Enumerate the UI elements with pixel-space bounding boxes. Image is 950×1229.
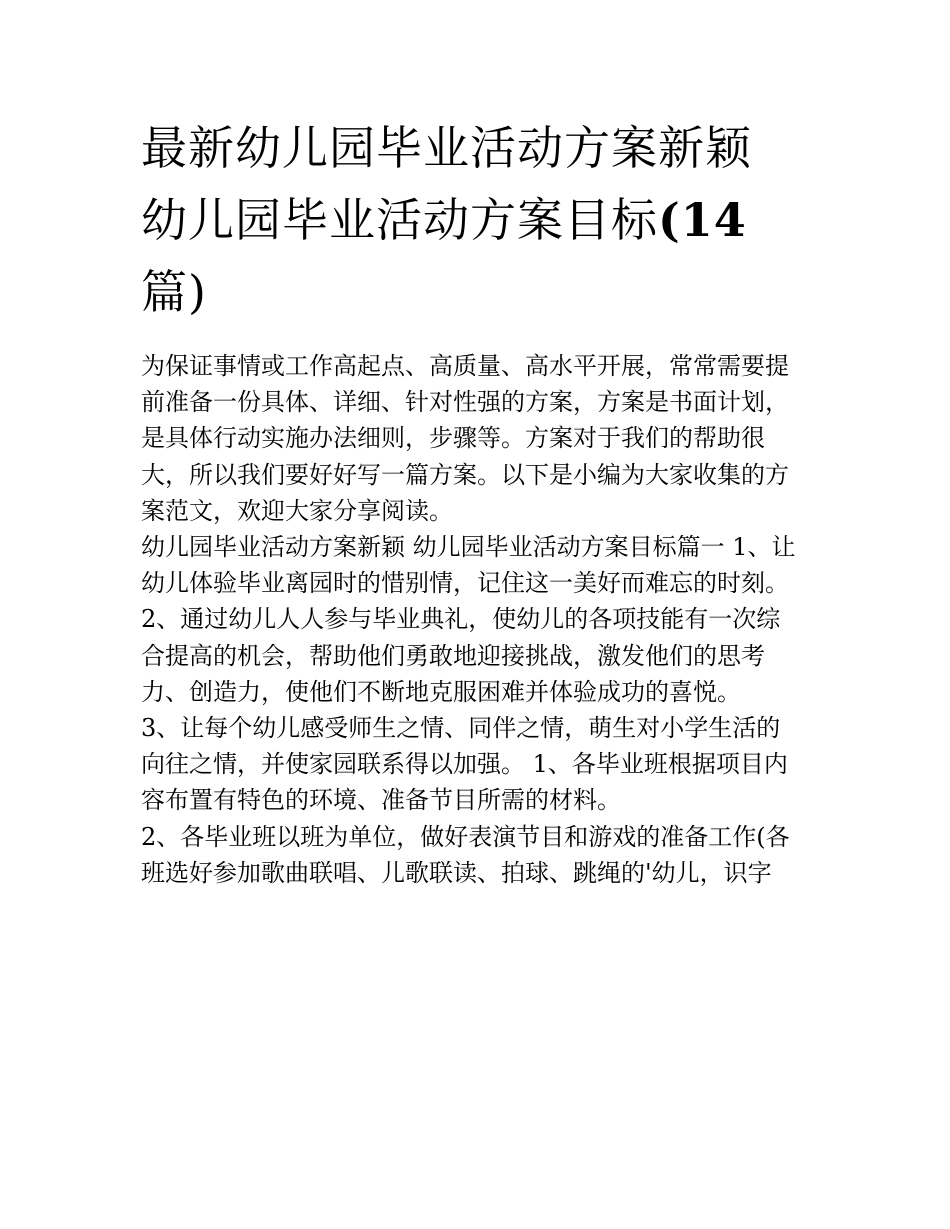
title-count-open: (14 [658,193,747,247]
text-line: 力、创造力，使他们不断地克服困难并体验成功的喜悦。 [141,677,741,706]
document-body [141,348,813,891]
text-line: 2、通过幼儿人人参与毕业典礼，使幼儿的各项技能有一次综 [141,605,781,634]
document-content [141,112,813,891]
paragraph-goal-2 [141,601,813,710]
title-line-3: 篇) [141,265,207,319]
text-line: 大，所以我们要好好写一篇方案。以下是小编为大家收集的方 [141,460,789,489]
text-line: 案范文，欢迎大家分享阅读。 [141,496,453,525]
paragraph-prep-2 [141,819,813,891]
text-line: 班选好参加歌曲联唱、儿歌联读、拍球、跳绳的'幼儿，识字 [141,858,772,887]
paragraph-section-one [141,529,813,601]
title-line-1: 最新幼儿园毕业活动方案新颖 [141,121,752,175]
title-line-2-text: 幼儿园毕业活动方案目标 [141,193,658,247]
text-line: 合提高的机会，帮助他们勇敢地迎接挑战，激发他们的思考 [141,641,765,670]
text-line: 向往之情，并使家园联系得以加强。 1、各毕业班根据项目内 [141,750,788,779]
document-title [141,112,813,328]
paragraph-intro [141,348,813,529]
text-line: 容布置有特色的环境、准备节目所需的材料。 [141,786,621,815]
text-line: 幼儿园毕业活动方案新颖 幼儿园毕业活动方案目标篇一 1、让 [141,533,796,562]
text-line: 为保证事情或工作高起点、高质量、高水平开展，常常需要提 [141,352,789,380]
text-line: 是具体行动实施办法细则，步骤等。方案对于我们的帮助很 [141,424,765,453]
text-line: 前准备一份具体、详细、针对性强的方案，方案是书面计划， [141,388,789,417]
text-line: 3、让每个幼儿感受师生之情、同伴之情，萌生对小学生活的 [141,714,781,743]
paragraph-goal-3 [141,710,813,819]
text-line: 幼儿体验毕业离园时的惜别情，记住这一美好而难忘的时刻。 [141,569,789,598]
title-line-2 [141,184,813,256]
text-line: 2、各毕业班以班为单位，做好表演节目和游戏的准备工作(各 [141,822,790,851]
